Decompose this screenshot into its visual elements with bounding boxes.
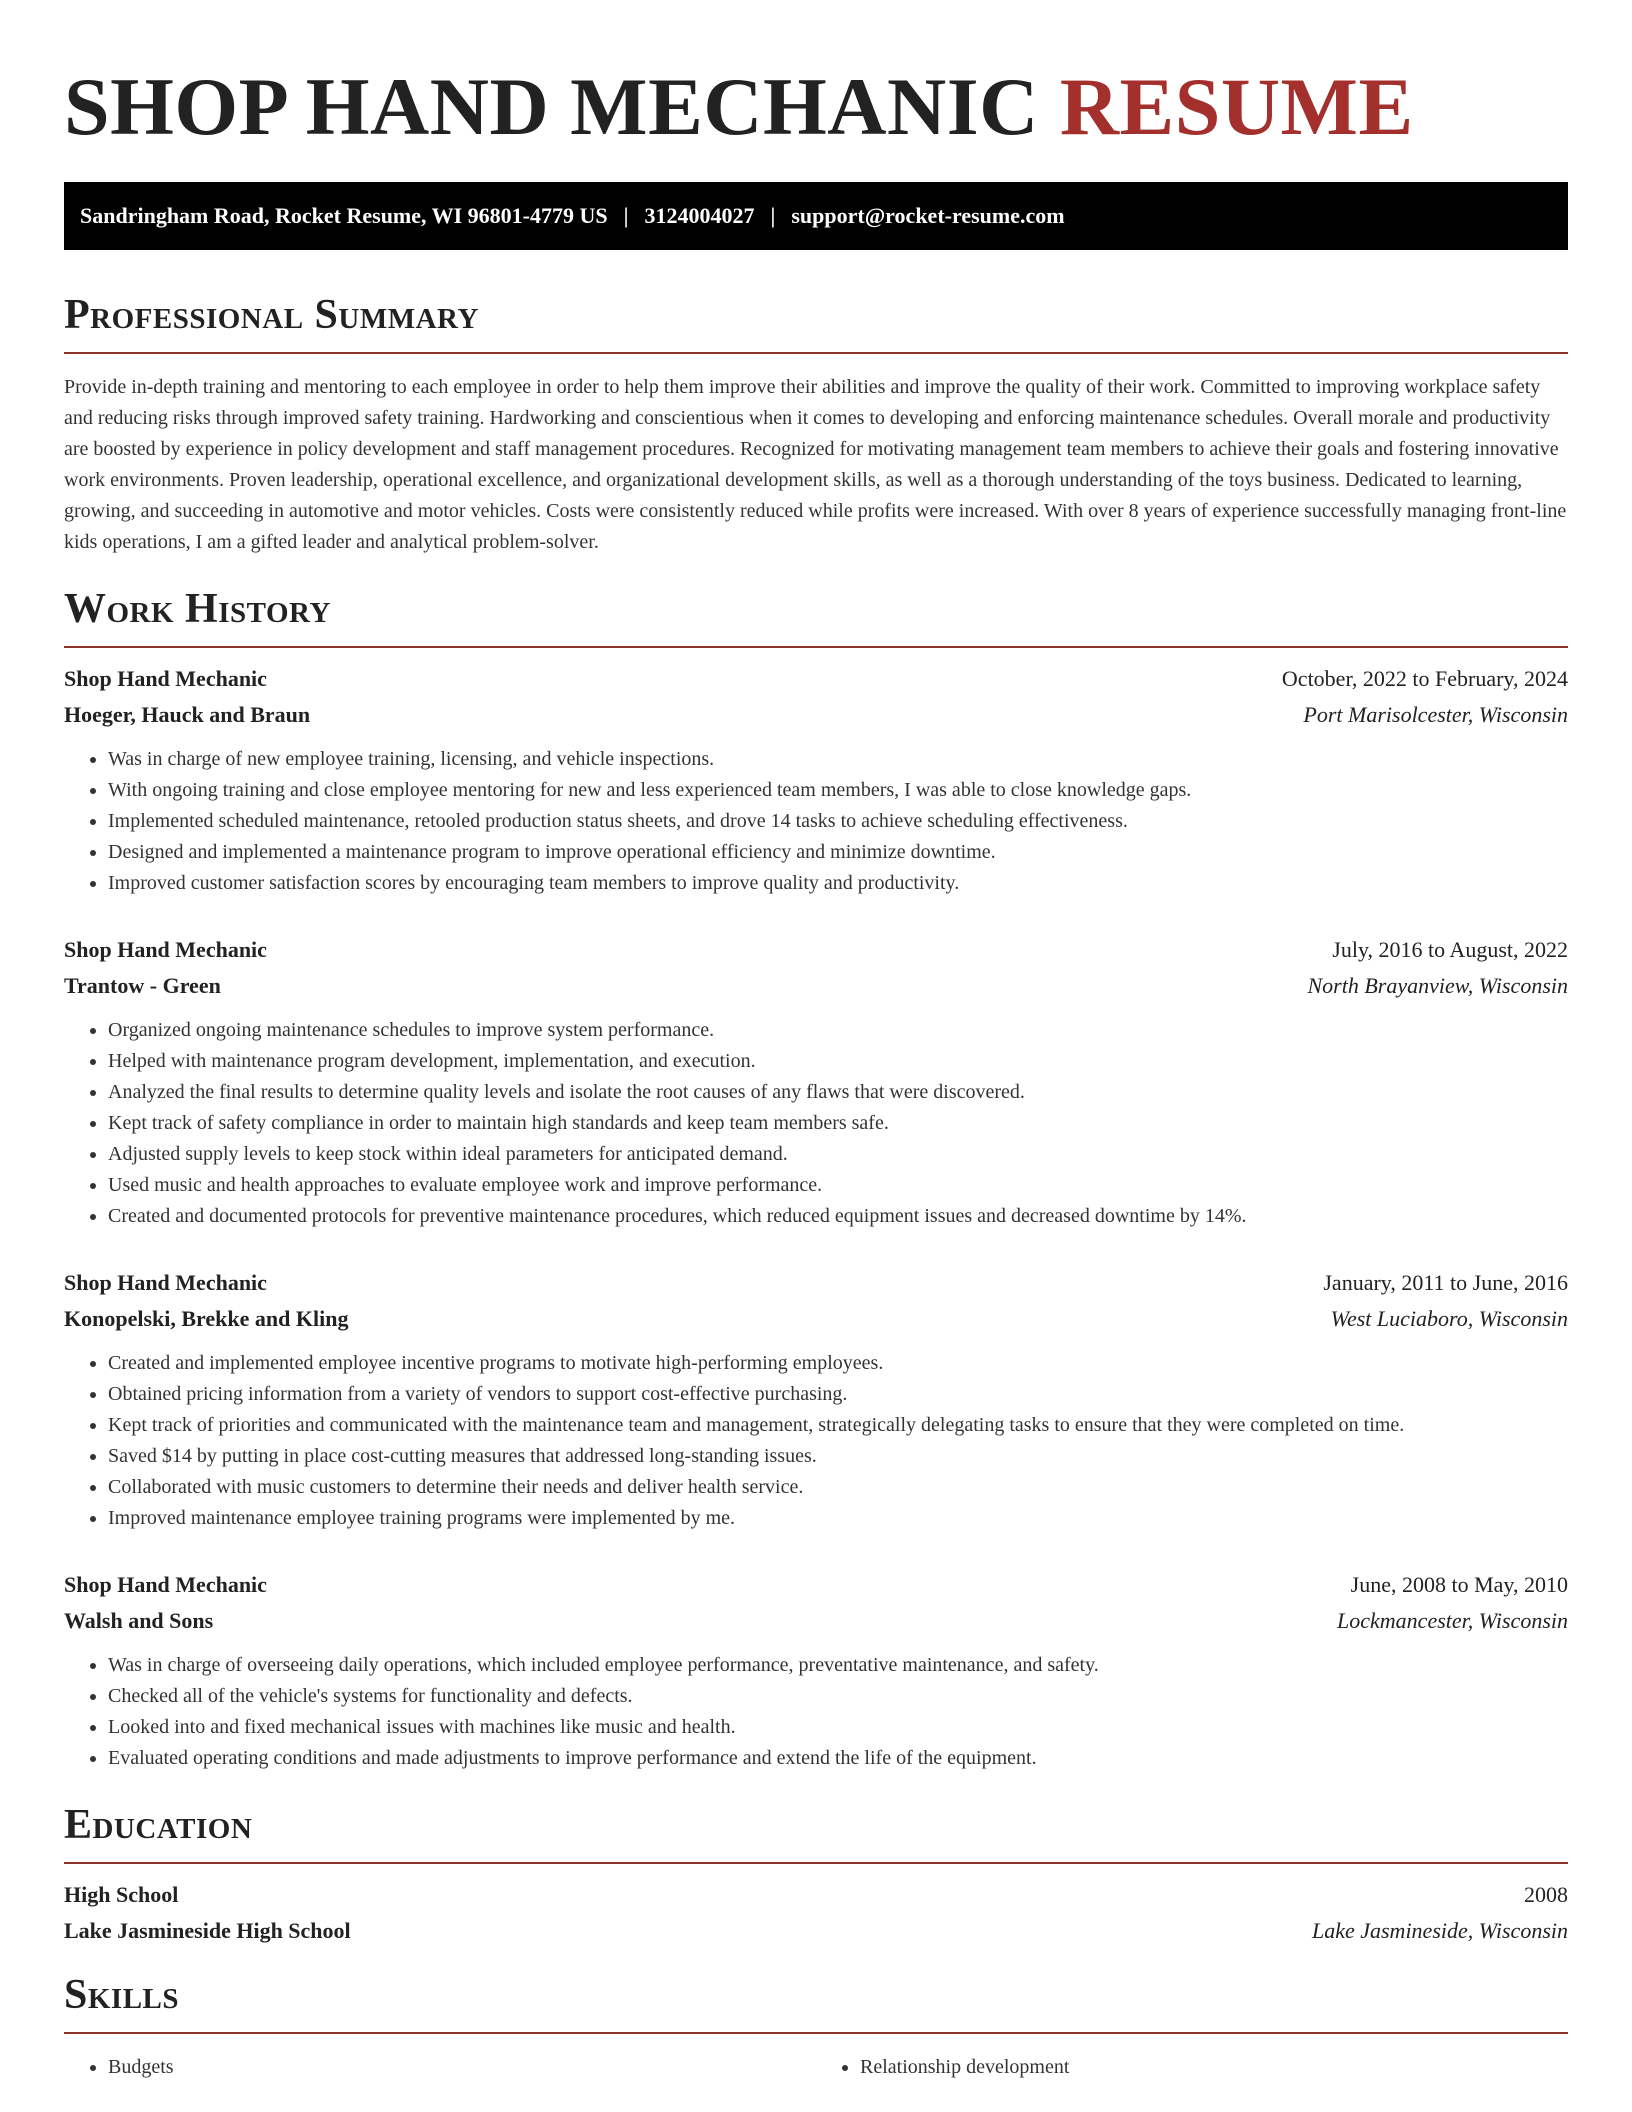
skills-columns [64, 2052, 1568, 2083]
job-dates: June, 2008 to May, 2010 [1350, 1572, 1568, 1597]
contact-email: support@rocket-resume.com [791, 203, 1065, 228]
education-entry [64, 1882, 1568, 1944]
job-title: Shop Hand Mechanic [64, 666, 267, 691]
job-title: Shop Hand Mechanic [64, 1572, 267, 1597]
job-bullet: • Designed and implemented a maintenance program to improve operational efficiency and minimize downtime. [108, 837, 1568, 868]
education-degree: High School [64, 1882, 179, 1907]
job-bullet: • Analyzed the final results to determine quality levels and isolate the root causes of any flaws that were discovered. [108, 1077, 1568, 1108]
job-bullet: • Looked into and fixed mechanical issues with machines like music and health. [108, 1712, 1568, 1743]
job-bullet: • Kept track of priorities and communicated with the maintenance team and management, strategically delegating tasks to ensure that they were completed on time. [108, 1410, 1568, 1441]
resume-title [64, 56, 1568, 152]
job-bullets [64, 744, 1568, 899]
job-title: Shop Hand Mechanic [64, 937, 267, 962]
skills-section [64, 1974, 1568, 2083]
job-company: Konopelski, Brekke and Kling [64, 1306, 349, 1331]
job-bullet: • Implemented scheduled maintenance, retooled production status sheets, and drove 14 tasks to achieve scheduling effectiveness. [108, 806, 1568, 837]
section-heading-education: Education [64, 1804, 1568, 1864]
job-bullet: • Improved customer satisfaction scores by encouraging team members to improve quality and productivity. [108, 868, 1568, 899]
skill-item: • Relationship development [860, 2052, 1568, 2083]
job-bullet: • Organized ongoing maintenance schedules to improve system performance. [108, 1015, 1568, 1046]
skills-right-column [816, 2052, 1568, 2083]
summary-text: Provide in-depth training and mentoring to each employee in order to help them improve their abilities and improve the quality of their work. Committed to improving workplace safety and reducing risks through improved safety training. Hardworking and conscientious when it comes to developing and enforcing maintenance schedules. Overall morale and productivity are boosted by experience in policy development and staff management procedures. Recognized for motivating management team members to achieve their goals and fostering innovative work environments. Proven leadership, operational excellence, and organizational development skills, as well as a thorough understanding of the toys business. Dedicated to learning, growing, and succeeding in automotive and motor vehicles. Costs were consistently reduced while profits were increased. With over 8 years of experience successfully managing front-line kids operations, I am a gifted leader and analytical problem-solver. [64, 376, 1567, 553]
job-dates: October, 2022 to February, 2024 [1281, 666, 1568, 691]
job-location: North Brayanview, Wisconsin [1307, 973, 1568, 998]
job-entry [64, 1572, 1568, 1774]
job-bullet: • Evaluated operating conditions and made adjustments to improve performance and extend the life of the equipment. [108, 1743, 1568, 1774]
job-location: Lockmancester, Wisconsin [1337, 1608, 1568, 1633]
job-bullet: • Created and documented protocols for preventive maintenance procedures, which reduced equipment issues and decreased downtime by 14%. [108, 1201, 1568, 1232]
job-dates: January, 2011 to June, 2016 [1323, 1270, 1568, 1295]
job-entry [64, 666, 1568, 899]
job-location: Port Marisolcester, Wisconsin [1303, 702, 1568, 727]
job-bullet: • Created and implemented employee incentive programs to motivate high-performing employees. [108, 1348, 1568, 1379]
job-bullets [64, 1650, 1568, 1774]
contact-separator: | [770, 203, 776, 228]
job-entry [64, 937, 1568, 1232]
job-bullet: • Checked all of the vehicle's systems for functionality and defects. [108, 1681, 1568, 1712]
section-heading-skills: Skills [64, 1974, 1568, 2034]
contact-bar [64, 182, 1568, 250]
job-bullet: • With ongoing training and close employee mentoring for new and less experienced team members, I was able to close knowledge gaps. [108, 775, 1568, 806]
section-heading-summary: Professional Summary [64, 294, 1568, 354]
job-company: Walsh and Sons [64, 1608, 214, 1633]
section-heading-work-history: Work History [64, 588, 1568, 648]
summary-section [64, 294, 1568, 558]
job-location: West Luciaboro, Wisconsin [1330, 1306, 1568, 1331]
title-accent: RESUME [1059, 61, 1414, 152]
job-bullets [64, 1348, 1568, 1534]
job-entry [64, 1270, 1568, 1534]
education-section [64, 1804, 1568, 1944]
job-bullet: • Used music and health approaches to evaluate employee work and improve performance. [108, 1170, 1568, 1201]
job-bullets [64, 1015, 1568, 1232]
job-bullet: • Obtained pricing information from a variety of vendors to support cost-effective purchasing. [108, 1379, 1568, 1410]
job-bullet: • Saved $14 by putting in place cost-cutting measures that addressed long-standing issues. [108, 1441, 1568, 1472]
skills-left-column [64, 2052, 816, 2083]
work-history-section [64, 588, 1568, 1774]
education-location: Lake Jasmineside, Wisconsin [1311, 1918, 1568, 1943]
job-bullet: • Kept track of safety compliance in order to maintain high standards and keep team members safe. [108, 1108, 1568, 1139]
job-bullet: • Adjusted supply levels to keep stock within ideal parameters for anticipated demand. [108, 1139, 1568, 1170]
contact-address: Sandringham Road, Rocket Resume, WI 96801-4779 US [80, 203, 608, 228]
job-bullet: • Helped with maintenance program development, implementation, and execution. [108, 1046, 1568, 1077]
education-year: 2008 [1524, 1882, 1568, 1907]
job-bullet: • Was in charge of new employee training, licensing, and vehicle inspections. [108, 744, 1568, 775]
education-school: Lake Jasmineside High School [64, 1918, 351, 1943]
job-bullet: • Was in charge of overseeing daily operations, which included employee performance, preventative maintenance, and safety. [108, 1650, 1568, 1681]
job-title: Shop Hand Mechanic [64, 1270, 267, 1295]
skill-item: • Budgets [108, 2052, 816, 2083]
job-dates: July, 2016 to August, 2022 [1332, 937, 1568, 962]
job-bullet: • Improved maintenance employee training programs were implemented by me. [108, 1503, 1568, 1534]
job-company: Trantow - Green [64, 973, 221, 998]
contact-phone: 3124004027 [644, 203, 755, 228]
title-main: SHOP HAND MECHANIC [64, 61, 1039, 152]
contact-separator: | [623, 203, 629, 228]
job-company: Hoeger, Hauck and Braun [64, 702, 311, 727]
job-bullet: • Collaborated with music customers to determine their needs and deliver health service. [108, 1472, 1568, 1503]
